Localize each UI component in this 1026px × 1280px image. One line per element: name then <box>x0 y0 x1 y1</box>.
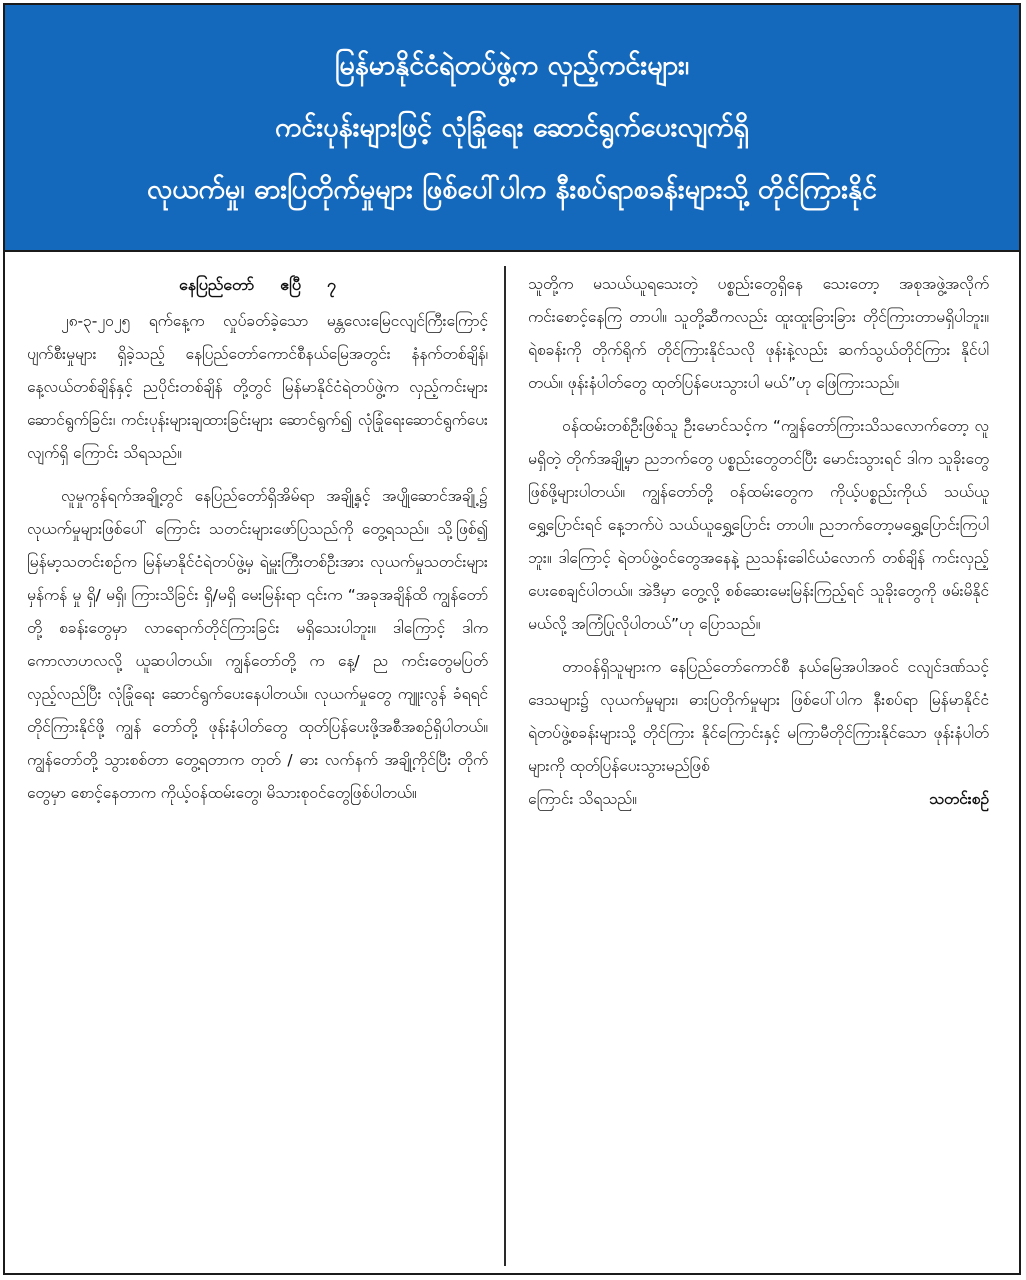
byline: သတင်းစဉ် <box>929 790 989 808</box>
closing-row <box>528 783 989 816</box>
headline-line-3: လုယက်မှု၊ ဓားပြတိုက်မှုများ ဖြစ်ပေါ်ပါက နီးစပ်ရာစခန်းများသို့ တိုင်ကြားနိုင် <box>146 173 878 205</box>
paragraph-4: ဝန်ထမ်းတစ်ဦးဖြစ်သူ ဦးမောင်သင့်က “ကျွန်တော်ကြားသိသလောက်တော့ လူမရှိတဲ့ တိုက်အချို့မှာ ညဘက်တွေ ပစ္စည်းတွေတင်ပြီး မောင်းသွားရင် ဒါက သူခိုးတွေ ဖြစ်ဖို့များပါတယ်။ ကျွန်တော်တို့ ဝန်ထမ်းတွေက ကိုယ့်ပစ္စည်းကိုယ် သယ်ယူရွှေ့ပြောင်းရင် နေ့ဘက်ပဲ သယ်ယူရွှေ့ပြောင်း တာပါ။ ညဘက်တော့မရွှေ့ပြောင်းကြပါဘူး။ ဒါကြောင့် ရဲတပ်ဖွဲ့ဝင်တွေအနေနဲ့ ညသန်းခေါင်ယံလောက် တစ်ချိန် ကင်းလှည့်ပေးစေချင်ပါတယ်။ အဲဒီမှာ တွေ့လို့ စစ်ဆေးမေးမြန်းကြည့်ရင် သူခိုးတွေကို ဖမ်းမိနိုင်မယ်လို့ အကြံပြုလိုပါတယ်”ဟု ပြောသည်။ <box>528 417 989 633</box>
dateline-month: ဧပြီ <box>280 275 301 294</box>
paragraph-3: သူတို့က မသယ်ယူရသေးတဲ့ ပစ္စည်းတွေရှိနေ သေးတော့ အစုအဖွဲ့အလိုက် ကင်းစောင့်နေကြ တာပါ။ သူတို့ဆီကလည်း ထူးထူးခြားခြား တိုင်ကြားတာမရှိပါဘူး။ ရဲစခန်းကို တိုက်ရိုက် တိုင်ကြားနိုင်သလို ဖုန်းနဲ့လည်း ဆက်သွယ်တိုင်ကြား နိုင်ပါတယ်။ ဖုန်းနံပါတ်တွေ ထုတ်ပြန်ပေးသွားပါ မယ်”ဟု ဖြေကြားသည်။ <box>528 275 989 392</box>
dateline-place: နေပြည်တော် <box>179 275 255 294</box>
headline-line-1: မြန်မာနိုင်ငံရဲတပ်ဖွဲ့က လှည့်ကင်းများ၊ <box>334 49 690 81</box>
paragraph-5: တာဝန်ရှိသူများက နေပြည်တော်ကောင်စီ နယ်မြေအပါအဝင် ငလျင်ဒဏ်သင့်ဒေသများ၌ လုယက်မှုများ၊ ဓားပြတိုက်မှုများ ဖြစ်ပေါ်ပါက နီးစပ်ရာ မြန်မာနိုင်ငံရဲတပ်ဖွဲ့စခန်းများသို့ တိုင်ကြား နိုင်ကြောင်းနှင့် မကြာမီတိုင်ကြားနိုင်သော ဖုန်းနံပါတ်များကို ထုတ်ပြန်ပေးသွားမည်ဖြစ် <box>528 658 989 775</box>
article-body <box>5 252 1019 1273</box>
paragraph-1: ၂၈-၃-၂၀၂၅ ရက်နေ့က လှုပ်ခတ်ခဲ့သော မန္တလေးမြေငလျင်ကြီးကြောင့် ပျက်စီးမှုများ ရှိခဲ့သည့် နေပြည်တော်ကောင်စီနယ်မြေအတွင်း နံနက်တစ်ချိန်၊ နေ့လယ်တစ်ချိန်နှင့် ညပိုင်းတစ်ချိန် တို့တွင် မြန်မာနိုင်ငံရဲတပ်ဖွဲ့က လှည့်ကင်းများ ဆောင်ရွက်ခြင်း၊ ကင်းပုန်းများချထားခြင်းများ ဆောင်ရွက်၍ လုံခြုံရေးဆောင်ရွက်ပေးလျက်ရှိ ကြောင်း သိရသည်။ <box>27 312 488 462</box>
article-frame <box>3 3 1021 1275</box>
dateline <box>27 268 488 301</box>
paragraph-2: လူမှုကွန်ရက်အချို့တွင် နေပြည်တော်ရှိအိမ်ရာ အချို့နှင့် အပျိုဆောင်အချို့၌ လုယက်မှုများဖြစ်ပေါ် ကြောင်း သတင်းများဖော်ပြသည်ကို တွေ့ရသည်။ သို့ဖြစ်၍ မြန်မာ့သတင်းစဉ်က မြန်မာနိုင်ငံရဲတပ်ဖွဲ့မှ ရဲမှူးကြီးတစ်ဦးအား လုယက်မှုသတင်းများ မှန်ကန် မှု ရှိ/ မရှိ၊ ကြားသိခြင်း ရှိ/မရှိ မေးမြန်းရာ ၎င်းက “အခုအချိန်ထိ ကျွန်တော်တို့ စခန်းတွေမှာ လာရောက်တိုင်ကြားခြင်း မရှိသေးပါဘူး။ ဒါကြောင့် ဒါက ကောလာဟလလို့ ယူဆပါတယ်။ ကျွန်တော်တို့ က နေ့/ ည ကင်းတွေမပြတ် လှည့်လည်ပြီး လုံခြုံရေး ဆောင်ရွက်ပေးနေပါတယ်။ လုယက်မှုတွေ ကျူးလွန် ခံရရင် တိုင်ကြားနိုင်ဖို့ ကျွန် တော်တို့ ဖုန်းနံပါတ်တွေ ထုတ်ပြန်ပေးဖို့အစီအစဉ်ရှိပါတယ်။ ကျွန်တော်တို့ သွားစစ်တာ တွေ့ရတာက တုတ် / ဓား လက်နက် အချို့ကိုင်ပြီး တိုက်တွေမှာ စောင့်နေတာက ကိုယ့်ဝန်ထမ်းတွေ၊ မိသားစုဝင်တွေဖြစ်ပါတယ်။ <box>27 487 488 802</box>
closing-text: ကြောင်း သိရသည်။ <box>528 790 637 808</box>
headline-line-2: ကင်းပုန်းများဖြင့် လုံခြုံရေး ဆောင်ရွက်ပေးလျက်ရှိ <box>274 111 750 143</box>
dateline-day: ၇ <box>326 275 336 294</box>
headline-banner <box>5 5 1019 252</box>
right-column <box>506 252 1005 1273</box>
left-column <box>5 252 504 1273</box>
